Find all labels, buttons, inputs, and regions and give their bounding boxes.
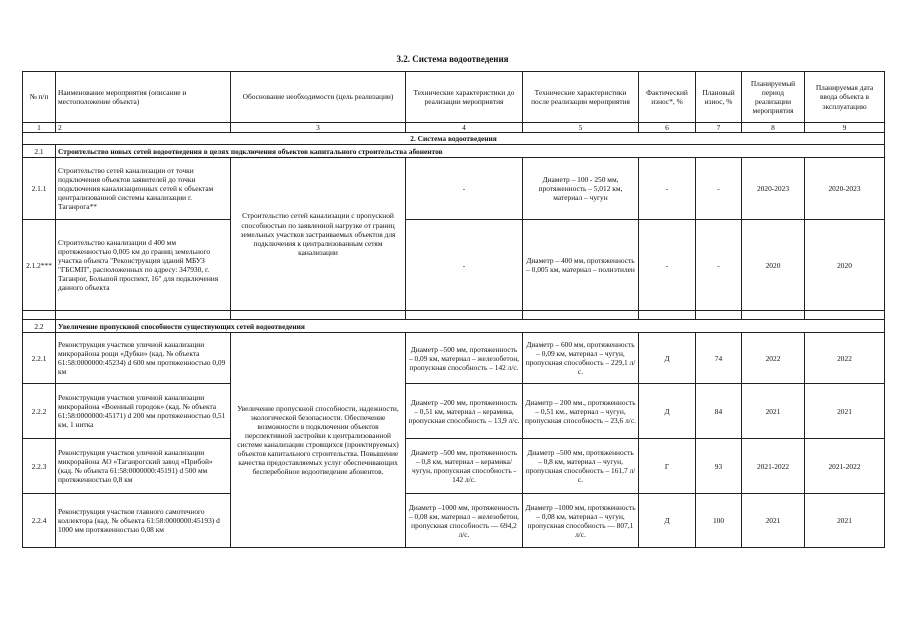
column-number: 5 bbox=[523, 123, 639, 133]
row-tech-after: Диаметр – 600 мм, протяженность – 0,09 км, материал – чугун, пропускная способность – 229,1 л/с. bbox=[523, 333, 639, 384]
row-period: 2021-2022 bbox=[742, 439, 805, 494]
row-tech-before: - bbox=[406, 158, 523, 220]
row-wear-plan: 74 bbox=[696, 333, 742, 384]
header-row bbox=[23, 72, 885, 123]
header-name: Наименование мероприятия (описание и местоположение объекта) bbox=[56, 72, 231, 123]
row-name: Строительство сетей канализации от точки подключения объектов заявителей до точки подключения канализационных сетей к объектам централизованной системы канализации г. Таганрога** bbox=[56, 158, 231, 220]
table-row bbox=[23, 439, 885, 494]
column-number: 7 bbox=[696, 123, 742, 133]
column-number: 2 bbox=[56, 123, 231, 133]
row-tech-after: Диаметр –500 мм, протяженность – 0,8 км, материал – чугун, пропускная способность – 161,7 л/с. bbox=[523, 439, 639, 494]
row-tech-after: Диаметр –1000 мм, протяженность – 0,08 км, материал – чугун, пропускная способность — 807,1 л/с. bbox=[523, 494, 639, 548]
table-row bbox=[23, 333, 885, 384]
row-num: 2.1.1 bbox=[23, 158, 56, 220]
group-reason: Строительство сетей канализации с пропускной способностью по заявленной нагрузке от границ земельных участков застраиваемых объектов для подключения к централизованным сетям канализации bbox=[231, 158, 406, 311]
row-name: Реконструкция участков уличной канализации микрорайона АО «Таганрогский завод «Прибой» (кад. № объекта 61:58:0000000:45191) d 500 мм протяженностью 0,8 км bbox=[56, 439, 231, 494]
row-date: 2021 bbox=[805, 384, 885, 439]
spacer-row bbox=[23, 311, 885, 320]
row-tech-before: Диаметр –1000 мм, протяженность – 0,08 км, материал – железобетон, пропускная способность — 694,2 л/с. bbox=[406, 494, 523, 548]
row-num: 2.2.2 bbox=[23, 384, 56, 439]
group-num: 2.1 bbox=[23, 145, 56, 158]
row-wear-plan: - bbox=[696, 220, 742, 311]
group-num: 2.2 bbox=[23, 320, 56, 333]
group-title: Строительство новых сетей водоотведения в целях подключения объектов капитального строительства абонентов bbox=[56, 145, 885, 158]
row-wear-fact: Г bbox=[639, 439, 696, 494]
row-wear-fact: Д bbox=[639, 384, 696, 439]
row-wear-plan: 100 bbox=[696, 494, 742, 548]
group-reason: Увеличение пропускной способности, надежности, экологической безопасности. Обеспечение возможности в подключении объектов перспективной застройки к централизованной системе канализации строящихся (проектируемых) объектов капитального строительства. Повышение качества предоставляемых услуг обеспечивающих бесперебойное водоотведение абонентов. bbox=[231, 333, 406, 548]
column-number-row bbox=[23, 123, 885, 133]
row-tech-before: Диаметр –200 мм, протяженность – 0,51 км, материал – керамика, пропускная способность – 13,9 л/с. bbox=[406, 384, 523, 439]
row-wear-fact: - bbox=[639, 220, 696, 311]
row-tech-after: Диаметр – 100 - 250 мм, протяженность – 5,012 км, материал – чугун bbox=[523, 158, 639, 220]
row-date: 2020-2023 bbox=[805, 158, 885, 220]
group-title: Увеличение пропускной способности существующих сетей водоотведения bbox=[56, 320, 885, 333]
header-date: Планируемая дата ввода объекта в эксплуатацию bbox=[805, 72, 885, 123]
row-name: Реконструкция участков уличной канализации микрорайона «Военный городок» (кад. № объекта 61:58:0000000:45171) d 200 мм протяженностью 0,51 км, 1 нитка bbox=[56, 384, 231, 439]
section-row bbox=[23, 133, 885, 145]
header-tech-after: Технические характеристики после реализации мероприятия bbox=[523, 72, 639, 123]
row-tech-after: Диаметр – 200 мм., протяженность – 0,51 км., материал – чугун, пропускная способность – 23,6 л/с. bbox=[523, 384, 639, 439]
row-wear-plan: 84 bbox=[696, 384, 742, 439]
table-row bbox=[23, 494, 885, 548]
row-tech-after: Диаметр – 400 мм, протяженность – 0,005 км, материал – полиэтилен bbox=[523, 220, 639, 311]
row-tech-before: Диаметр –500 мм, протяженность – 0,8 км, материал – керамика/чугун, пропускная способность - 142 л/с. bbox=[406, 439, 523, 494]
header-reason: Обоснование необходимости (цель реализации) bbox=[231, 72, 406, 123]
row-date: 2020 bbox=[805, 220, 885, 311]
row-wear-fact: Д bbox=[639, 494, 696, 548]
column-number: 1 bbox=[23, 123, 56, 133]
row-num: 2.1.2*** bbox=[23, 220, 56, 311]
header-wear-fact: Фактический износ*, % bbox=[639, 72, 696, 123]
row-period: 2022 bbox=[742, 333, 805, 384]
column-number: 6 bbox=[639, 123, 696, 133]
column-number: 3 bbox=[231, 123, 406, 133]
column-number: 4 bbox=[406, 123, 523, 133]
group-row-2-1 bbox=[23, 145, 885, 158]
column-number: 8 bbox=[742, 123, 805, 133]
section-title: 2. Система водоотведения bbox=[23, 133, 885, 145]
row-date: 2021-2022 bbox=[805, 439, 885, 494]
row-date: 2021 bbox=[805, 494, 885, 548]
group-row-2-2 bbox=[23, 320, 885, 333]
header-num: № п/п bbox=[23, 72, 56, 123]
row-wear-plan: - bbox=[696, 158, 742, 220]
row-period: 2020-2023 bbox=[742, 158, 805, 220]
row-wear-fact: - bbox=[639, 158, 696, 220]
row-period: 2021 bbox=[742, 494, 805, 548]
row-date: 2022 bbox=[805, 333, 885, 384]
row-name: Реконструкция участков главного самотечного коллектора (кад. № объекта 61:58:0000000:45193) d 1000 мм протяженностью 0,08 км bbox=[56, 494, 231, 548]
row-name: Строительство канализации d 400 мм протяженностью 0,005 км до границ земельного участка объекта "Реконструкция зданий МБУЗ "ГБСМП", расположенных по адресу: 347930, г. Таганрог, Большой проспект, 16" для подключения данного объекта bbox=[56, 220, 231, 311]
header-tech-before: Технические характеристики до реализации мероприятия bbox=[406, 72, 523, 123]
measures-table bbox=[22, 71, 885, 548]
page-title: 3.2. Система водоотведения bbox=[396, 54, 509, 64]
row-num: 2.2.1 bbox=[23, 333, 56, 384]
row-num: 2.2.4 bbox=[23, 494, 56, 548]
row-period: 2021 bbox=[742, 384, 805, 439]
table-row bbox=[23, 220, 885, 311]
row-tech-before: Диаметр –500 мм, протяженность – 0,09 км, материал – железобетон, пропускная способность – 142 л/с. bbox=[406, 333, 523, 384]
table-row bbox=[23, 158, 885, 220]
column-number: 9 bbox=[805, 123, 885, 133]
header-wear-plan: Плановый износ, % bbox=[696, 72, 742, 123]
row-wear-fact: Д bbox=[639, 333, 696, 384]
row-period: 2020 bbox=[742, 220, 805, 311]
table-row bbox=[23, 384, 885, 439]
row-name: Реконструкция участков уличной канализации микрорайона рощи «Дубки» (кад. № объекта 61:58:0000000:45234) d 600 мм протяженностью 0,09 км bbox=[56, 333, 231, 384]
header-period: Планируемый период реализации мероприятия bbox=[742, 72, 805, 123]
row-tech-before: - bbox=[406, 220, 523, 311]
row-num: 2.2.3 bbox=[23, 439, 56, 494]
row-wear-plan: 93 bbox=[696, 439, 742, 494]
